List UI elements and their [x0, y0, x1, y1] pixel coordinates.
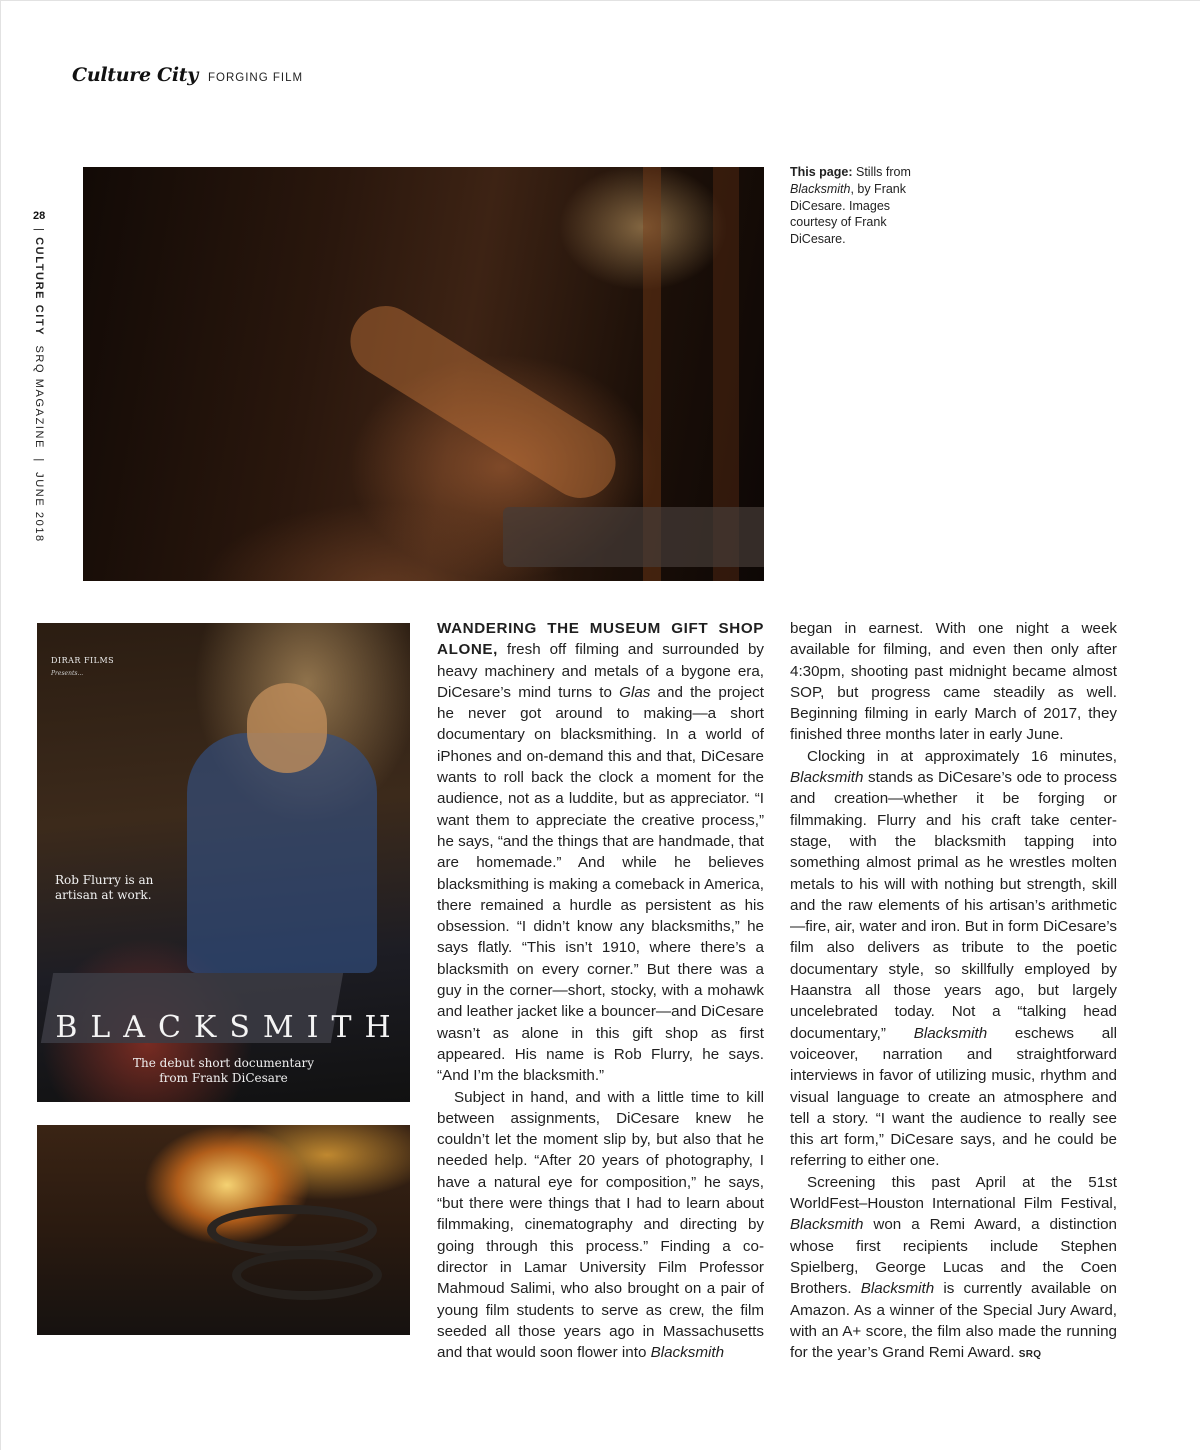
caption-text: Stills from [852, 165, 911, 179]
page-header [72, 64, 303, 86]
poster-title: BLACKSMITH [55, 1010, 404, 1045]
article-column-2 [790, 618, 1117, 1365]
photo-caption [790, 164, 920, 248]
photo-coil [232, 1250, 382, 1300]
poster-caption [55, 873, 153, 903]
article-text: and the project he never got around to making—a short documentary on blacksmithing. In a world of iPhones and on-demand this and that, DiCesare wants to roll back the clock a moment for the audience, not as a luddite, but as appreciator. “I want them to appreciate the creative process,” he says, “and the things that are handmade, that are homemade.” And while he believes blacksmithing is making a comeback in America, there remained a hurdle as persistent as his obsession. “I didn’t know any blacksmiths,” he says flatly. “This isn’t 1910, where there’s a blacksmith on every corner.” But there was a guy in the corner—short, stocky, with a mohawk and leather jacket like a bouncer—and DiCesare wasn’t as alone in this gift shop as first appeared. His name is Rob Flurry, he says. “And I’m the blacksmith.” [437, 683, 764, 1085]
article-text: is currently available on Amazon. As a winner of the Special Jury Award, with an A+ score, the film also made the running for the year’s Grand Remi Award. [790, 1280, 1117, 1362]
photo-arm-highlight [337, 293, 629, 511]
poster-subtitle [37, 1056, 410, 1086]
article-lead: WANDERING THE MUSEUM GIFT SHOP ALONE, [437, 620, 764, 659]
article-paragraph [437, 1087, 764, 1364]
forge-fire-photo [37, 1125, 410, 1335]
caption-film-title: Blacksmith [790, 181, 851, 196]
poster-caption-line: artisan at work. [55, 888, 152, 902]
article-italic-title: Blacksmith [790, 1216, 864, 1234]
poster-caption-line: Rob Flurry is an [55, 873, 154, 887]
article-text: Screening this past April at the 51st WorldFest–Houston International Film Festival, [790, 1173, 1117, 1213]
folio-separator-2: | [33, 458, 45, 463]
article-paragraph [790, 1172, 1117, 1366]
article-italic-title: Blacksmith [790, 769, 864, 787]
article-column-1 [437, 618, 764, 1363]
folio-section: CULTURE CITY [33, 237, 45, 337]
article-text: fresh off filming and surrounded by heavy machinery and metals of a bygone era, DiCesare’s mind turns to [437, 641, 764, 701]
end-mark: SRQ [1018, 1349, 1042, 1361]
blacksmith-still-photo [83, 167, 764, 581]
caption-text: , by Frank DiCesare. Images courtesy of Frank DiCesare. [790, 181, 907, 247]
article-text: Subject in hand, and with a little time to kill between assignments, DiCesare knew he couldn’t let the moment slip by, but also that he needed help. “After 20 years of photography, I have a natural eye for composition,” he says, “but there were things that I had to learn about filmmaking, cinematography and directing by going through this process.” Finding a co-director in Lamar University Film Professor Mahmoud Salimi, who also brought on a pair of young film students to serve as crew, the film seeded all those years ago in Massachusetts and that would soon flower into [437, 1088, 764, 1362]
page-number: 28 [33, 210, 46, 222]
article-kicker: FORGING FILM [208, 72, 304, 84]
article-paragraph: began in earnest. With one night a week available for filming, and even then only after 4:30pm, shooting past midnight became almost SOP, but progress came steadily as well. Beginning filming in early March of 2017, they finished three months later in early June. [790, 620, 1117, 744]
poster-presents: Presents... [51, 670, 84, 677]
poster-subtitle-line: The debut short documentary [132, 1056, 315, 1070]
article-text: Clocking in at approximately 16 minutes, [807, 747, 1117, 765]
photo-coil [207, 1205, 377, 1255]
article-paragraph [437, 618, 764, 1087]
folio-text [33, 228, 45, 543]
folio-magazine: SRQ MAGAZINE [33, 345, 45, 450]
caption-label: This page: [790, 165, 853, 179]
article-text: eschews all voiceover, narration and straightforward interviews in favor of utilizing music, rhythm and visual language to create an atmosphere and tell a story. “I want the audience to really see this art form,” DiCesare says, and he could be referring to either one. [790, 1024, 1117, 1170]
folio [33, 210, 49, 548]
article-text: won a Remi Award, a distinction whose first recipients include Stephen Spielberg, George Lucas and the Coen Brothers. [790, 1216, 1117, 1298]
article-italic-title: Blacksmith [860, 1280, 935, 1298]
poster-subtitle-line: from Frank DiCesare [159, 1071, 288, 1085]
poster-logo: DIRAR FILMS [51, 656, 115, 665]
article-text: stands as DiCesare’s ode to process and creation—whether it be forging or filmmaking. Flurry and his craft take center-stage, with the blacksmith tapping into something almost primal as he wrestles molten metals to his will with nothing but strength, skill and the raw elements of his artisan’s arithmetic—fire, air, water and iron. But in form DiCesare’s film also delivers as tribute to the poetic documentary style, so skillfully employed by Haanstra all those years ago, but largely uncelebrated today. Not a “talking head documentary,” [790, 769, 1117, 1042]
photo-anvil [503, 507, 764, 567]
poster-head [247, 683, 327, 773]
section-title: Culture City [72, 64, 199, 86]
article-italic-title: Blacksmith [913, 1024, 988, 1042]
film-poster [37, 623, 410, 1102]
folio-issue: JUNE 2018 [33, 472, 45, 543]
folio-separator: | [33, 228, 45, 233]
article-italic-title: Glas [619, 683, 651, 701]
article-paragraph [790, 746, 1117, 1172]
article-italic-title: Blacksmith [650, 1344, 725, 1362]
